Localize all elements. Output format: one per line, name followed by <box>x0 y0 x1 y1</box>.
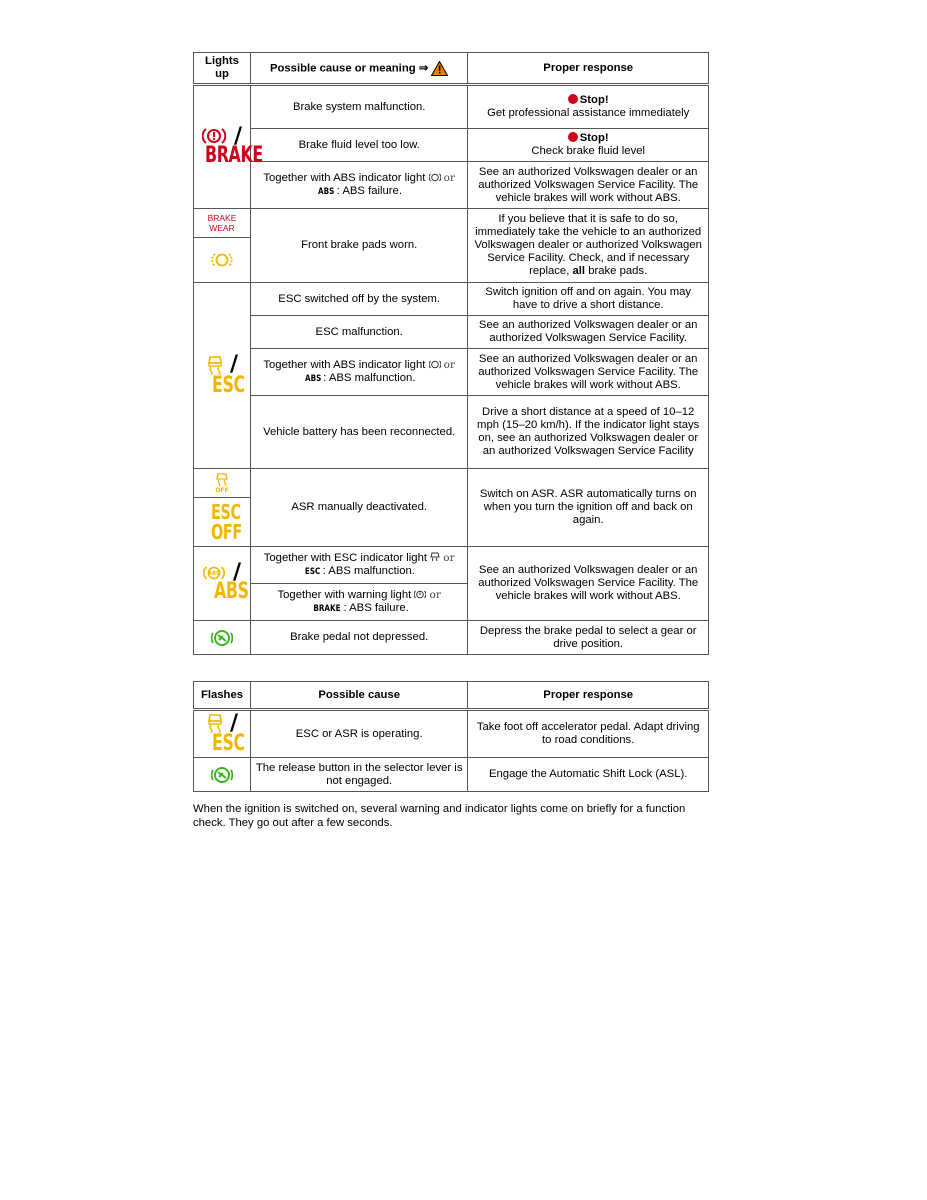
response-cell: See an authorized Volkswagen dealer or an authorized Volkswagen Service Facility. The vehicle brakes will work without ABS. <box>468 547 709 621</box>
esc-flash-light-cell <box>194 710 251 758</box>
cause-cell: Brake fluid level too low. <box>250 129 467 162</box>
warning-triangle-icon <box>431 61 448 76</box>
response-cell: Switch ignition off and on again. You may have to drive a short distance. <box>468 283 709 316</box>
table-row <box>194 85 709 129</box>
cause-cell: ESC malfunction. <box>250 316 467 349</box>
table-header-row <box>194 682 709 710</box>
cause-cell: ESC or ASR is operating. <box>250 710 467 758</box>
table-row <box>194 209 709 283</box>
table-row <box>194 547 709 584</box>
abs-indicator-icon <box>429 360 441 369</box>
header-possible-cause: Possible cause or meaning ⇒ <box>250 53 467 85</box>
response-cell: Drive a short distance at a speed of 10–12 mph (15–20 km/h). If the indicator light stays on, see an authorized Volkswagen dealer or an authorized Volkswagen Service Facility <box>468 396 709 469</box>
function-check-note: When the ignition is switched on, several warning and indicator lights come on briefly for a function check. They go out after a few seconds. <box>193 803 686 829</box>
brake-light-cell <box>194 85 263 209</box>
pedal-light-cell <box>194 621 251 655</box>
table-row <box>194 469 709 547</box>
esc-off-skid-icon <box>215 473 229 487</box>
esc-skid-icon <box>206 713 224 733</box>
cause-cell: Brake system malfunction. <box>250 85 467 129</box>
response-cell: Take foot off accelerator pedal. Adapt driving to road conditions. <box>468 710 709 758</box>
response-cell: See an authorized Volkswagen dealer or an authorized Volkswagen Service Facility. The vehicle brakes will work without ABS. <box>468 162 709 209</box>
table-row <box>194 162 709 209</box>
esc-off-word-icon-line2: OFF <box>211 520 242 544</box>
pedal-flash-light-cell <box>194 758 251 792</box>
stop-icon <box>568 94 578 104</box>
response-cell: If you believe that it is safe to do so, immediately take the vehicle to an authorized Volkswagen dealer or authorized Volkswagen Service Facility. Check, and if necessary replace, all brake pads. <box>468 209 709 283</box>
esc-indicator-icon <box>430 552 440 563</box>
header-flashes: Flashes <box>194 682 251 710</box>
cause-cell: The release button in the selector lever is not engaged. <box>250 758 467 792</box>
abs-word-icon: ABS <box>214 578 249 604</box>
slash-separator: / <box>232 560 242 585</box>
esc-word-icon: ESC <box>212 731 245 756</box>
brake-wear-light-cell <box>194 209 251 283</box>
table-row <box>194 283 709 316</box>
table-row <box>194 758 709 792</box>
brake-wear-label-line1: BRAKE <box>207 213 237 223</box>
slash-separator: / <box>233 123 243 149</box>
abs-text-icon: ABS <box>304 373 322 384</box>
brake-wear-label-line2: WEAR <box>209 223 235 233</box>
esc-light-cell <box>194 283 251 469</box>
brake-word-icon: BRAKE <box>205 143 263 168</box>
table-header-row <box>194 53 709 85</box>
brake-pedal-icon <box>211 629 233 647</box>
response-cell: Stop! Check brake fluid level <box>468 129 709 162</box>
header-lights-up: Lights up <box>194 53 251 85</box>
flashes-table <box>193 681 709 792</box>
off-small-label: OFF <box>215 486 229 494</box>
slash-separator: / <box>229 710 239 736</box>
slash-separator: / <box>229 352 239 377</box>
cause-cell: Vehicle battery has been reconnected. <box>250 396 467 469</box>
table-row <box>194 396 709 469</box>
esc-off-light-cell <box>194 469 251 547</box>
abs-icon-text: ABS <box>208 570 220 577</box>
response-cell: See an authorized Volkswagen dealer or an authorized Volkswagen Service Facility. <box>468 316 709 349</box>
stop-icon <box>568 132 578 142</box>
table-row <box>194 316 709 349</box>
cause-cell: Together with ABS indicator light or ABS : ABS malfunction. <box>250 349 467 396</box>
cause-cell: ASR manually deactivated. <box>250 469 467 547</box>
table-row <box>194 621 709 655</box>
response-cell: Switch on ASR. ASR automatically turns on when you turn the ignition off and back on again. <box>468 469 709 547</box>
cause-cell: Together with ESC indicator light or ESC : ABS malfunction. <box>250 547 467 584</box>
header-possible-cause: Possible cause <box>250 682 467 710</box>
response-cell: Stop! Get professional assistance immediately <box>468 85 709 129</box>
table-row <box>194 129 709 162</box>
esc-text-icon: ESC <box>305 566 321 577</box>
esc-off-word-icon-line1: ESC <box>211 500 241 524</box>
cause-cell: Front brake pads worn. <box>250 209 467 283</box>
cause-cell: Together with warning light or BRAKE : ABS failure. <box>250 584 467 621</box>
cause-cell: Brake pedal not depressed. <box>250 621 467 655</box>
brake-text-icon: BRAKE <box>312 603 341 614</box>
table-row <box>194 710 709 758</box>
brake-pad-wear-icon <box>211 252 233 268</box>
abs-light-cell <box>194 547 251 621</box>
cause-cell: ESC switched off by the system. <box>250 283 467 316</box>
abs-indicator-icon <box>429 173 441 182</box>
brake-indicator-icon <box>414 590 426 599</box>
response-cell: Engage the Automatic Shift Lock (ASL). <box>468 758 709 792</box>
cause-cell: Together with ABS indicator light or ABS : ABS failure. <box>250 162 467 209</box>
esc-skid-icon <box>206 355 224 375</box>
response-cell: Depress the brake pedal to select a gear or drive position. <box>468 621 709 655</box>
abs-text-icon: ABS <box>318 186 335 197</box>
header-proper-response: Proper response <box>468 53 709 85</box>
header-proper-response: Proper response <box>468 682 709 710</box>
esc-word-icon: ESC <box>212 372 245 398</box>
table-row <box>194 349 709 396</box>
response-cell: See an authorized Volkswagen dealer or an authorized Volkswagen Service Facility. The vehicle brakes will work without ABS. <box>468 349 709 396</box>
brake-pedal-icon <box>211 766 233 784</box>
lights-up-table <box>193 52 709 655</box>
